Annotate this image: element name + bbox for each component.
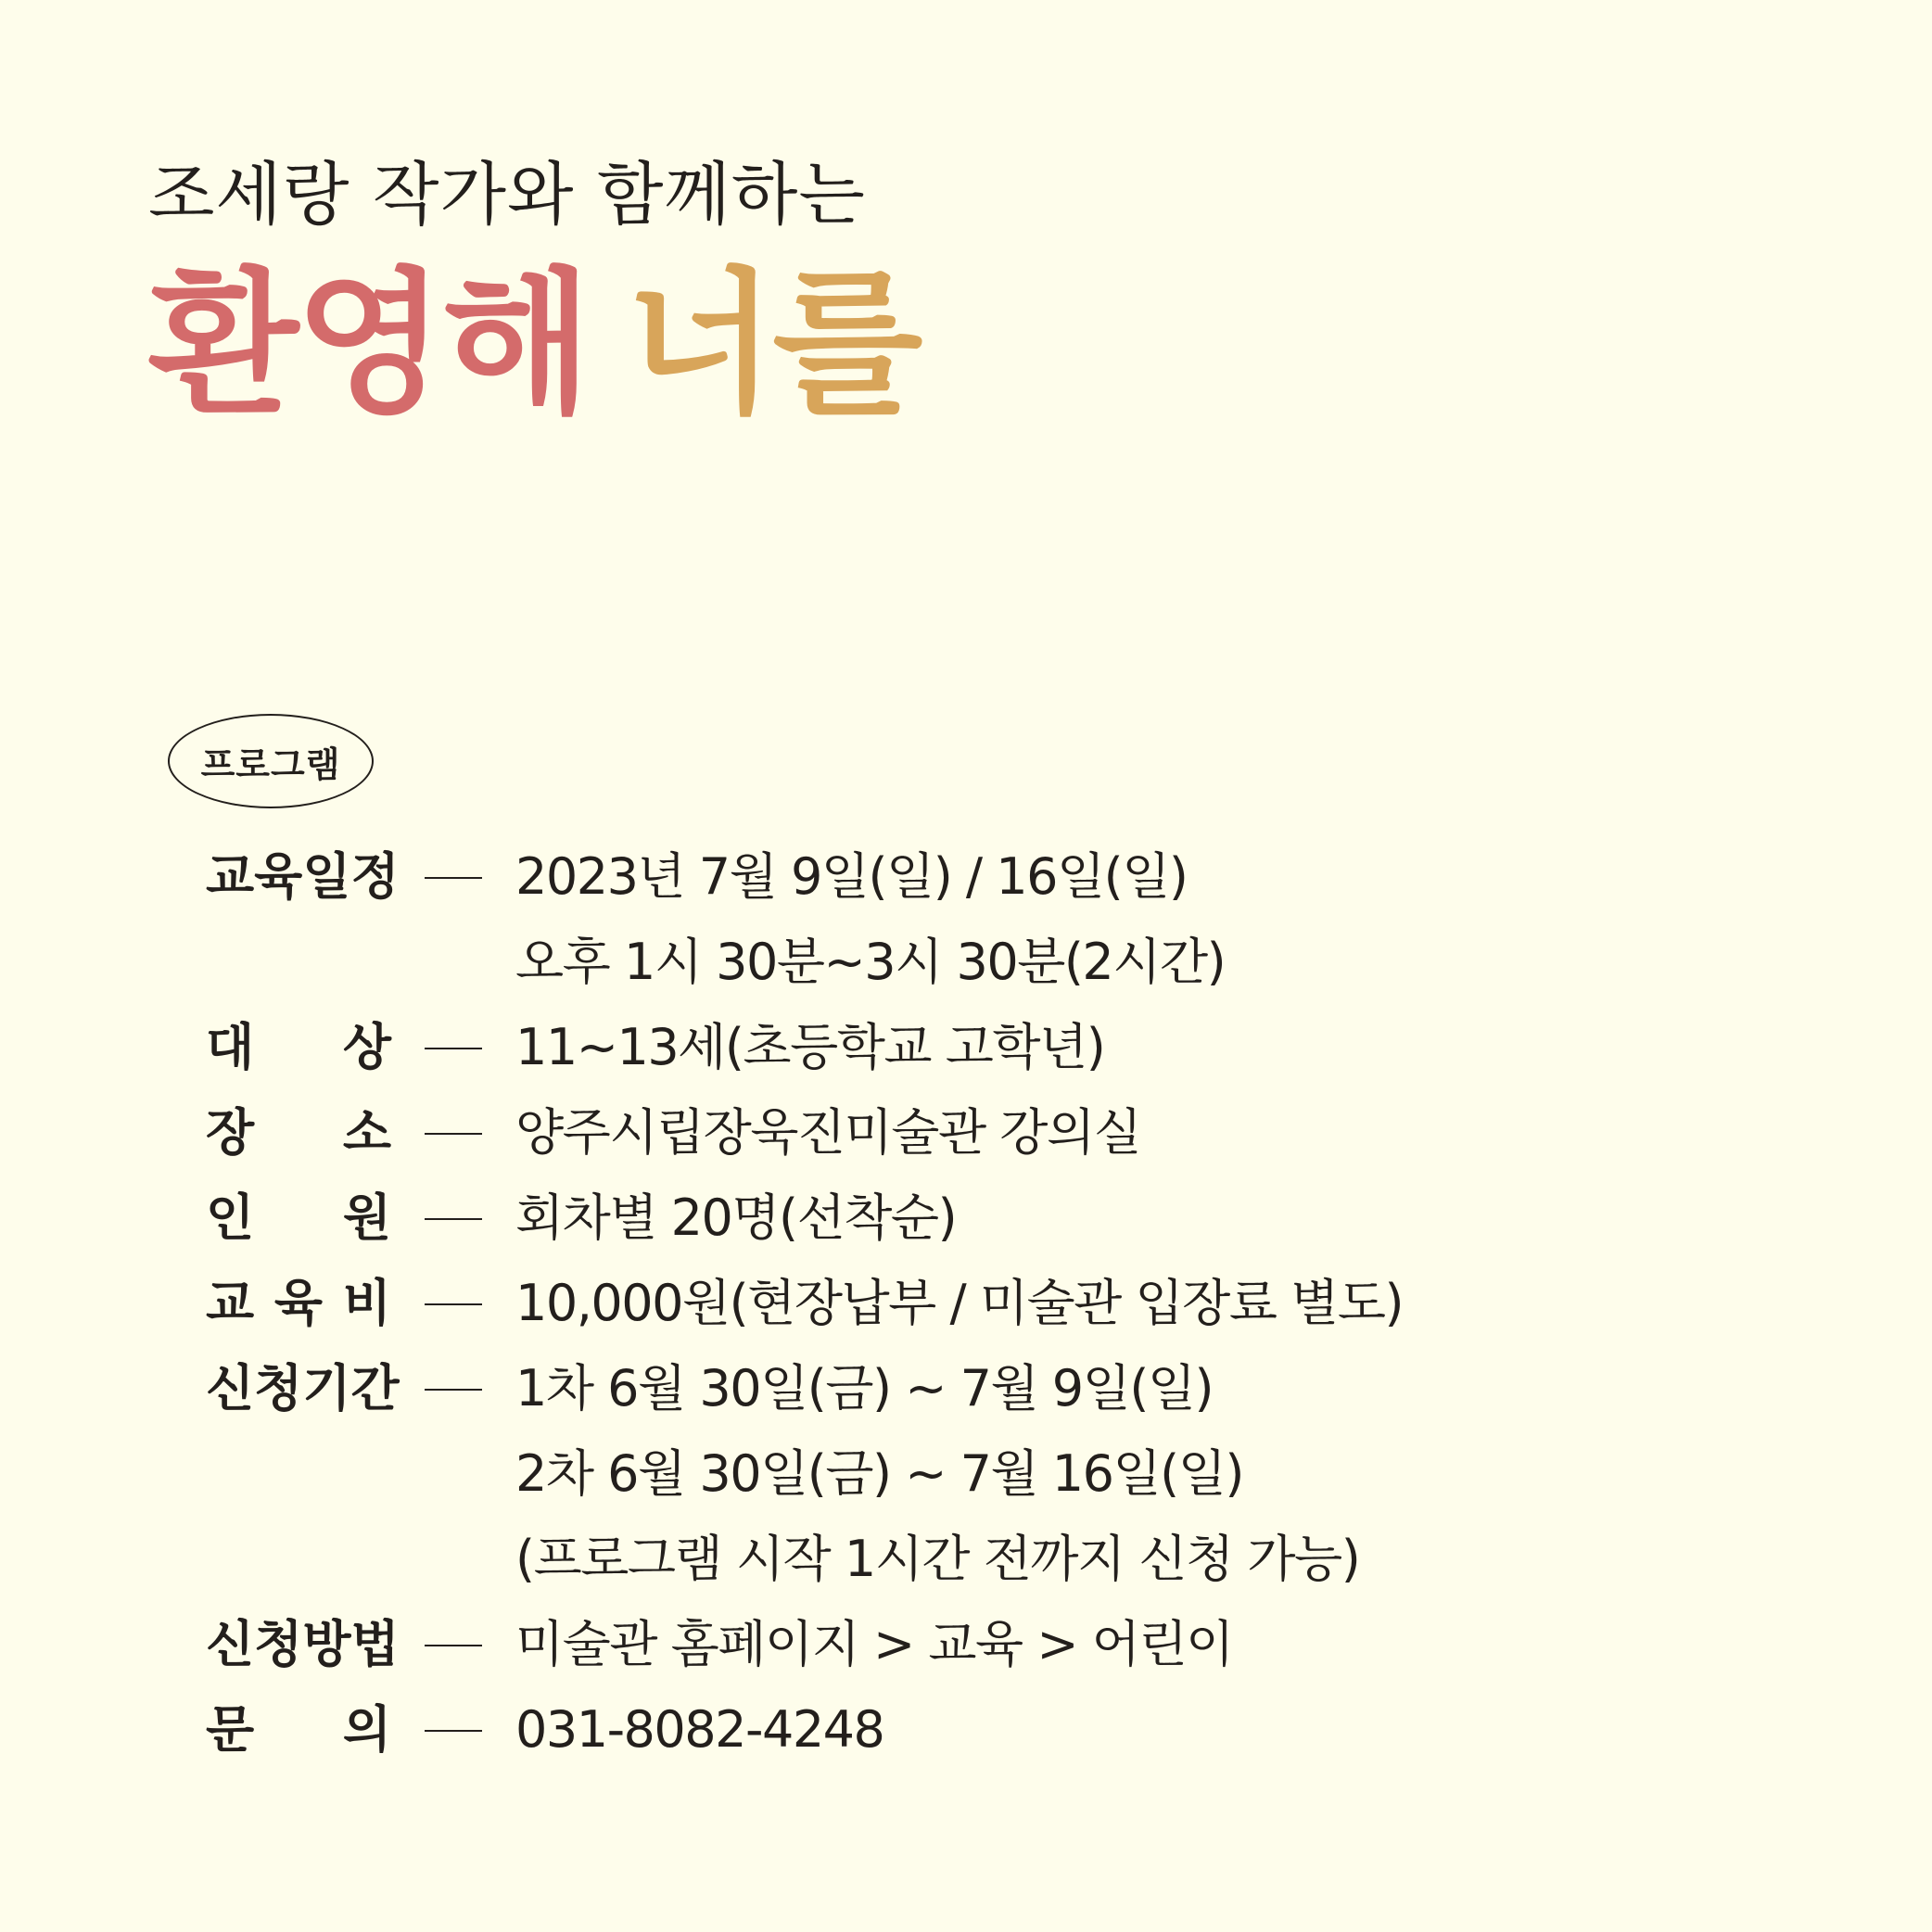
dash-divider (425, 1303, 482, 1305)
title-part-1: 환영해 (148, 253, 589, 435)
program-info-list (206, 834, 1403, 1773)
header (148, 148, 920, 435)
info-label (206, 1687, 391, 1773)
info-label-char: 청 (254, 1359, 303, 1417)
info-label-char: 교 (206, 1274, 255, 1332)
info-value: 1차 6월 30일(금) ~ 7월 9일(일) (515, 1359, 1214, 1417)
info-values (515, 1261, 1403, 1346)
info-values (515, 1005, 1104, 1090)
info-label-char: 비 (342, 1274, 391, 1332)
info-label-char: 육 (273, 1274, 324, 1332)
program-badge: 프로그램 (168, 714, 374, 808)
info-label-char: 법 (350, 1615, 400, 1673)
info-value: 2차 6월 30일(금) ~ 7월 16일(일) (515, 1444, 1243, 1503)
dash-divider (425, 1730, 482, 1732)
info-label-char: 기 (302, 1359, 351, 1417)
info-value: 미술관 홈페이지 > 교육 > 어린이 (515, 1615, 1233, 1673)
dash-divider (425, 1218, 482, 1220)
info-values (515, 1687, 883, 1773)
info-value: 031-8082-4248 (515, 1700, 884, 1759)
info-label-char: 상 (342, 1018, 391, 1076)
dash-divider (425, 1048, 482, 1049)
info-value: 2023년 7월 9일(일) / 16일(일) (515, 847, 1188, 906)
info-row (206, 1176, 1403, 1261)
info-label-char: 육 (254, 847, 303, 906)
dash-divider (425, 1389, 482, 1391)
dash-divider (425, 1133, 482, 1135)
info-values (515, 1602, 1233, 1687)
info-label-char: 청 (254, 1615, 303, 1673)
info-label-char: 문 (206, 1700, 255, 1759)
info-label-char: 정 (350, 847, 400, 906)
info-value: 10,000원(현장납부 / 미술관 입장료 별도) (515, 1274, 1404, 1332)
info-label-char: 신 (206, 1615, 255, 1673)
info-values (515, 834, 1225, 1005)
info-label (206, 1005, 391, 1090)
info-label-char: 장 (206, 1103, 255, 1162)
info-row (206, 1090, 1403, 1176)
info-label (206, 1602, 400, 1687)
info-value: 양주시립장욱진미술관 강의실 (515, 1103, 1141, 1162)
info-row (206, 1261, 1403, 1346)
info-row (206, 1346, 1403, 1602)
page-title (148, 253, 920, 435)
info-label-char: 일 (302, 847, 351, 906)
info-value: (프로그램 시작 1시간 전까지 신청 가능) (515, 1530, 1360, 1588)
dash-divider (425, 1645, 482, 1646)
info-value: 오후 1시 30분~3시 30분(2시간) (515, 933, 1226, 991)
dash-divider (425, 877, 482, 879)
subtitle: 조세랑 작가와 함께하는 (148, 155, 866, 235)
info-label-char: 인 (206, 1188, 255, 1247)
info-label-char: 간 (350, 1359, 400, 1417)
info-label-char: 교 (206, 847, 255, 906)
info-label (206, 834, 400, 920)
info-label (206, 1090, 391, 1176)
info-row (206, 1005, 1403, 1090)
info-values (515, 1090, 1140, 1176)
info-label-char: 원 (342, 1188, 391, 1247)
info-row (206, 1602, 1403, 1687)
info-values (515, 1176, 956, 1261)
title-part-2: 너를 (625, 253, 920, 435)
info-label-char: 대 (206, 1018, 255, 1076)
info-label (206, 1176, 391, 1261)
info-value: 회차별 20명(선착순) (515, 1188, 957, 1247)
info-value: 11~13세(초등학교 고학년) (515, 1018, 1105, 1076)
info-values (515, 1346, 1359, 1602)
info-label-char: 방 (302, 1615, 351, 1673)
info-label (206, 1261, 391, 1346)
info-label-char: 소 (342, 1103, 391, 1162)
info-row (206, 834, 1403, 1005)
info-row (206, 1687, 1403, 1773)
info-label-char: 의 (342, 1700, 391, 1759)
info-label-char: 신 (206, 1359, 255, 1417)
info-label (206, 1346, 400, 1431)
